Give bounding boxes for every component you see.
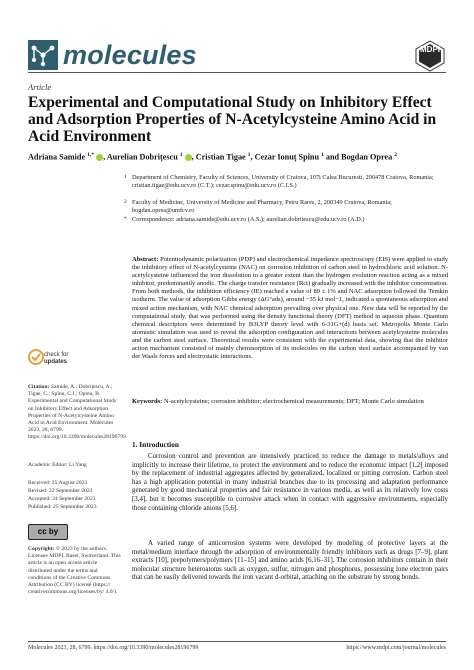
- academic-editor: Academic Editor: Li Yang: [28, 462, 87, 468]
- intro-paragraph-1: Corrosion control and prevention are intensively practiced to reduce the damage to metals/alloys and implicitly to increase their lifetime, to protect the environment and to reduce the economic impact [1,2] imposed by the replacement of industrial aggregates affected by generalized, localized or pitting corrosion. Carbon steel has a high application potential in many industrial branches due to its processing and adaptation performance generated by good mechanical properties and fair resistance in various media, as well as its relatively low costs [3,4], but it becomes susceptible to corrosive attack when in contact with aggressive environments, especially those containing chloride anions [5,6].: [132, 453, 448, 512]
- orcid-icon[interactable]: [96, 154, 103, 161]
- section-heading: 1. Introduction: [132, 440, 179, 449]
- author-name[interactable]: Adriana Samide: [28, 152, 86, 162]
- author-name[interactable]: Cezar Ionuț Spînu: [254, 152, 320, 162]
- date-revised: Revised: 22 September 2023: [28, 488, 93, 494]
- copyright-label: Copyright:: [28, 546, 55, 552]
- date-accepted: Accepted: 24 September 2023: [28, 496, 96, 502]
- check-for-updates-label[interactable]: [44, 352, 68, 366]
- affiliation-marker: 1: [124, 174, 127, 180]
- cc-by-license-icon[interactable]: [28, 524, 68, 540]
- footer-divider: [28, 641, 446, 642]
- author-affiliation-mark: 1,*: [87, 152, 95, 158]
- check-line1: check for: [44, 352, 69, 358]
- abstract-text: Potentiodynamic polarization (PDP) and electrochemical impedance spectroscopy (EIS) were applied to study the inhibitory effect of N-acetylcysteine (NAC) on corrosion inhibition of carbon steel in hydrochloric acid solution. N-acetylcysteine influenced the iron dissolution to a greater extent than the hydrogen evolution reaction acting as a mixed inhibitor, predominantly anodic. The charge transfer resistance (Rct) gradually increased with the inhibitor concentration. From both methods, the inhibition efficiency (IE) reached a value of 89 ± 1% and NAC adsorption followed the Temkin isotherm. The value of adsorption Gibbs energy (ΔG°ads), around −35 kJ mol−1, indicated a spontaneous adsorption and mixed action mechanism, with NAC chemical adsorption prevailing over physical one. New data will be reported by the computational study, that was performed using the density functional theory (DFT) method in aqueous phase. Quantum chemical descriptors were determined by B3LYP theory level with 6-31G+(d) basis set. Metropolis Monte Carlo atomistic simulation was used to reveal the adsorption configuration and interactions between acetylcysteine molecules and the carbon steel surface. Theoretical results were consistent with the experimental data, showing that the inhibitor action mechanism consisted of mainly chemisorption of its molecules on the carbon steel surface accompanied by van der Waals forces and electrostatic interactions.: [132, 256, 449, 361]
- affiliation-1: [124, 174, 448, 190]
- date-received: Received: 25 August 2023: [28, 480, 88, 486]
- author-list: Adriana Samide $^{1,*}$ , Aurelian Dobrițescu $^1$ , Cristian Tigae $^1$, Cezar Ionuț Spînu $^1$ and Bogdan Oprea $^2$: [28, 152, 397, 162]
- affiliation-2: [124, 199, 448, 215]
- author-name[interactable]: Bogdan Oprea: [341, 152, 393, 162]
- author-affiliation-mark: 1: [179, 152, 183, 158]
- mdpi-logo-text: MDPI: [420, 45, 440, 54]
- journal-name[interactable]: molecules: [63, 40, 197, 70]
- date-published: Published: 25 September 2023: [28, 504, 97, 510]
- correspondence: [124, 216, 448, 224]
- author-affiliation-mark: 2: [394, 152, 397, 158]
- copyright-block: [28, 546, 122, 596]
- footer-journal-link[interactable]: https://www.mdpi.com/journal/molecules: [346, 645, 446, 651]
- citation-label: Citation:: [28, 384, 50, 390]
- affiliation-marker: 2: [124, 199, 127, 205]
- author-name[interactable]: Cristian Tigae: [195, 152, 246, 162]
- keywords: [132, 398, 448, 406]
- article-type: Article: [28, 82, 52, 92]
- cc-by-label: cc by: [37, 527, 59, 536]
- copyright-text: © 2023 by the authors. Licensee MDPI, Basel, Switzerland. This article is an open access article distributed under the terms and conditions of the Creative Commons Attribution (CC BY) license (https:// creativecommons.org/licenses/by/ 4.0/).: [28, 546, 121, 596]
- author-name[interactable]: Aurelian Dobrițescu: [106, 152, 178, 162]
- header-divider: [28, 72, 446, 73]
- footer-citation[interactable]: Molecules 2023, 28, 6799. https://doi.org/10.3390/molecules28196799: [28, 645, 199, 651]
- check-line2: updates: [44, 359, 68, 365]
- affiliation-text: Faculty of Medicine, University of Medicine and Pharmacy, Petru Rares, 2, 200349 Craiova, Romania; bogdan.oprea@umfcv.ro: [132, 199, 392, 215]
- citation-text[interactable]: Samide, A.; Dobrițescu, A.; Tigae, C.; Spînu, C.I.; Oprea, B. Experimental and Computational Study on Inhibitory Effect and Adsorption Properties of N-Acetylcysteine Amino Acid in Acid Environment. Molecules 2023, 28, 6799. https://doi.org/10.3390/molecules28196799: [28, 384, 126, 441]
- affiliation-text: Department of Chemistry, Faculty of Sciences, University of Craiova, 107i Calea Bucuresti, 200478 Craiova, Romania; cristian.tigae@edu.ucv.ro (C.T.); cezar.spinu@edu.ucv.ro (C.I.S.): [132, 174, 434, 190]
- correspondence-marker: *: [124, 216, 127, 222]
- keywords-label: Keywords:: [132, 398, 163, 405]
- abstract: [132, 256, 448, 361]
- citation-block: [28, 384, 126, 442]
- intro-paragraph-2: A varied range of anticorrosion systems were developed by modeling of protective layers at the metal/medium interface through the adsorption of environmentally friendly inhibitors such as drugs [7–9], plant extracts [10], prepolymers/polymers [11–15] and amino acids [6,16–31]. The corrosion inhibitors contain in their molecular structure heteroatoms such as oxygen, sulfur, nitrogen and phosphorus, possessing lone electron pairs that can be easily delivered towards the iron vacant d-orbital, attaching on the substrate by strong bonds.: [132, 540, 448, 582]
- molecules-logo-icon: [28, 40, 58, 70]
- abstract-label: Abstract:: [132, 256, 159, 263]
- author-affiliation-mark: 1: [321, 152, 324, 158]
- keywords-text: N-acetylcysteine; corrosion inhibitor; electrochemical measurements; DFT; Monte Carlo simulation: [163, 398, 424, 405]
- author-affiliation-mark: 1: [247, 152, 251, 158]
- correspondence-text: Correspondence: adriana.samide@edu.ucv.ro (A.S.); aurelian.dobritescu@edu.ucv.ro (A.D.): [132, 216, 365, 223]
- paper-title: Experimental and Computational Study on Inhibitory Effect and Adsorption Properties of N-Acetylcysteine Amino Acid in Acid Environment: [28, 94, 437, 145]
- orcid-icon[interactable]: [185, 154, 192, 161]
